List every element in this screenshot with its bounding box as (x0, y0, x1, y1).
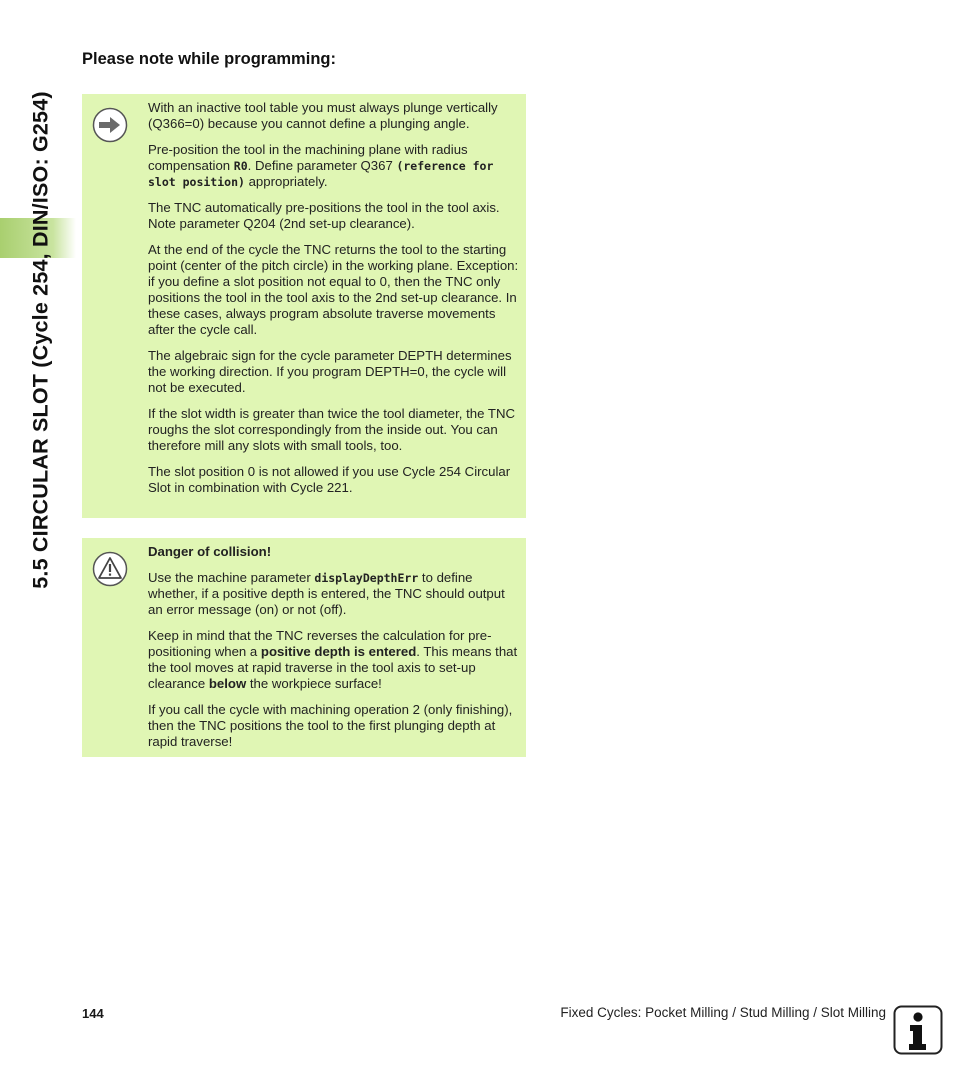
warning-paragraph (148, 570, 520, 618)
note-box (82, 94, 526, 518)
note-text: Pre-position the tool in the machining plane with radius compensation (148, 142, 468, 173)
warning-emphasis: positive depth is entered (260, 644, 417, 659)
warning-text: . This means that the tool moves at rapid traverse in the tool axis to set-up clearance (148, 644, 518, 691)
warning-text: to define whether, if a positive depth is entered, the TNC should output an error message (on) or not (off). (148, 570, 505, 617)
note-text: appropriately. (244, 174, 328, 189)
warning-paragraph: If you call the cycle with machining operation 2 (only finishing), then the TNC positions the tool to the first plunging depth at rapid traverse! (148, 702, 513, 749)
note-paragraph: The slot position 0 is not allowed if you use Cycle 254 Circular Slot in combination with Cycle 221. (148, 464, 511, 495)
warning-paragraph (148, 628, 520, 692)
side-chapter-title (0, 0, 76, 1091)
footer-chapter-title: Fixed Cycles: Pocket Milling / Stud Milling / Slot Milling (560, 1005, 886, 1020)
note-paragraph: At the end of the cycle the TNC returns the tool to the starting point (center of the pitch circle) in the working plane. Exception: if you define a slot position not equal to 0, then the TNC only positions the tool in the tool axis to the 2nd set-up clearance. In these cases, always program absolute traverse movements after the cycle call. (148, 242, 519, 337)
warning-text: Keep in mind that the TNC reverses the calculation for pre-positioning when a (148, 628, 492, 659)
warning-content (148, 544, 520, 760)
warning-text: the workpiece surface! (246, 676, 382, 691)
page-number: 144 (82, 1006, 104, 1021)
warning-text: Use the machine parameter (148, 570, 315, 585)
warning-triangle-icon (92, 551, 128, 587)
code-displaydeptherr: displayDepthErr (314, 571, 419, 585)
code-reference-for-slot-position: (reference for slot position) (148, 159, 494, 189)
warning-box (82, 538, 526, 757)
warning-title: Danger of collision! (148, 544, 272, 559)
note-paragraph: With an inactive tool table you must always plunge vertically (Q366=0) because you cannot define a plunging angle. (148, 100, 498, 131)
warning-emphasis: below (208, 676, 247, 691)
note-text: . Define parameter Q367 (247, 158, 397, 173)
note-paragraph: The TNC automatically pre-positions the tool in the tool axis. Note parameter Q204 (2nd set-up clearance). (148, 200, 500, 231)
arrow-right-icon (92, 107, 128, 143)
note-content (148, 100, 520, 506)
code-r0: R0 (233, 159, 248, 173)
section-heading: Please note while programming: (82, 50, 336, 68)
note-paragraph: If the slot width is greater than twice the tool diameter, the TNC roughs the slot correspondingly from the inside out. You can therefore mill any slots with small tools, too. (148, 406, 515, 453)
note-paragraph (148, 142, 520, 190)
info-icon (893, 1005, 943, 1055)
side-chapter-title-text: 5.5 CIRCULAR SLOT (Cycle 254, DIN/ISO: G254) (28, 91, 53, 589)
note-paragraph: The algebraic sign for the cycle parameter DEPTH determines the working direction. If you program DEPTH=0, the cycle will not be executed. (148, 348, 512, 395)
